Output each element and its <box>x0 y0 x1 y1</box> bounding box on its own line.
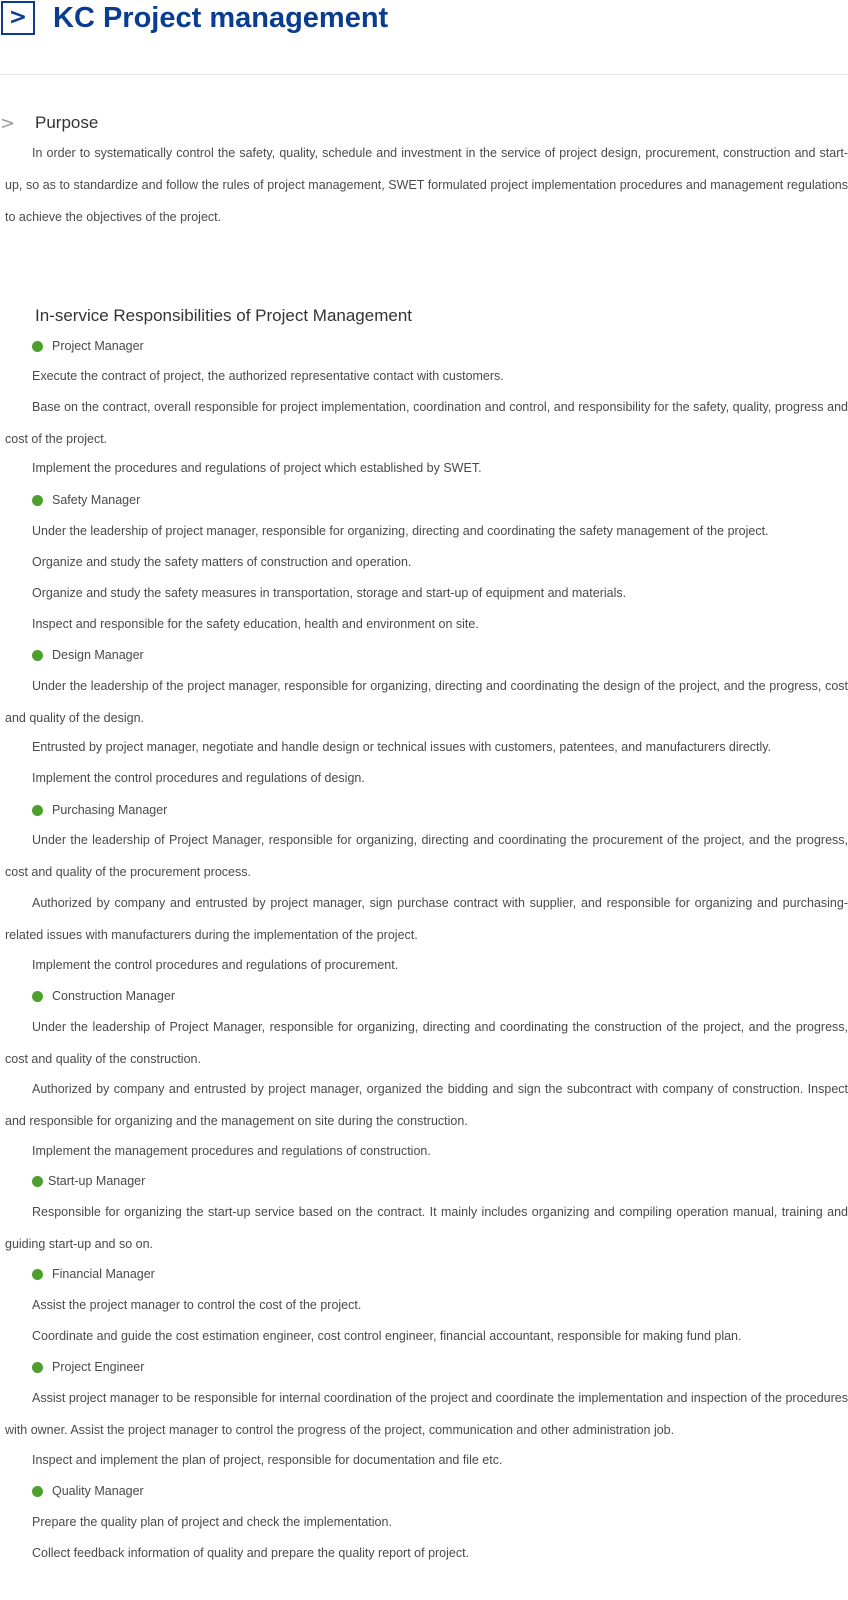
section-title-purpose: Purpose <box>35 113 99 132</box>
role-name: Design Manager <box>52 648 144 662</box>
responsibility-item: Under the leadership of Project Manager, responsible for organizing, directing and coordinating the procurement of the project, and the progress, cost and quality of the procurement process. <box>5 833 848 879</box>
role-heading-construction-manager <box>32 986 175 1006</box>
responsibility-item: Prepare the quality plan of project and check the implementation. <box>32 1515 392 1529</box>
responsibility-item: Inspect and responsible for the safety education, health and environment on site. <box>32 617 479 631</box>
role-name: Financial Manager <box>52 1267 155 1281</box>
green-dot-icon <box>32 805 43 816</box>
role-heading-safety-manager <box>32 490 140 510</box>
responsibility-item: Implement the procedures and regulations of project which established by SWET. <box>32 461 482 475</box>
page-title: KC Project management <box>53 2 389 34</box>
green-dot-icon <box>32 1176 43 1187</box>
responsibility-item: Assist project manager to be responsible for internal coordination of the project and coordinate the implementation and inspection of the procedures with owner. Assist the project manager to control the progress of the project, communication and other administration job. <box>5 1391 848 1437</box>
responsibility-item: Implement the control procedures and regulations of design. <box>32 771 365 785</box>
chevron-right-box-icon: > <box>1 1 35 35</box>
responsibility-item: Under the leadership of project manager, responsible for organizing, directing and coordinating the safety management of the project. <box>32 524 769 538</box>
role-heading-design-manager <box>32 645 144 665</box>
responsibility-item: Base on the contract, overall responsible for project implementation, coordination and control, and responsibility for the safety, quality, progress and cost of the project. <box>5 400 848 446</box>
role-name: Project Manager <box>52 339 144 353</box>
role-heading-start-up-manager <box>32 1171 145 1191</box>
role-heading-purchasing-manager <box>32 800 167 820</box>
green-dot-icon <box>32 1486 43 1497</box>
responsibility-item: Responsible for organizing the start-up service based on the contract. It mainly includes organizing and compiling operation manual, training and guiding start-up and so on. <box>5 1205 848 1251</box>
role-heading-quality-manager <box>32 1481 144 1501</box>
responsibility-item: Implement the management procedures and regulations of construction. <box>32 1144 431 1158</box>
responsibility-item: Inspect and implement the plan of project, responsible for documentation and file etc. <box>32 1453 503 1467</box>
role-heading-financial-manager <box>32 1264 155 1284</box>
responsibility-item: Implement the control procedures and regulations of procurement. <box>32 958 399 972</box>
responsibility-item: Under the leadership of Project Manager, responsible for organizing, directing and coordinating the construction of the project, and the progress, cost and quality of the construction. <box>5 1020 848 1066</box>
section-title-responsibilities: In-service Responsibilities of Project Management <box>35 306 413 325</box>
green-dot-icon <box>32 650 43 661</box>
green-dot-icon <box>32 1362 43 1373</box>
role-heading-project-engineer <box>32 1357 144 1377</box>
responsibility-item: Collect feedback information of quality and prepare the quality report of project. <box>32 1546 470 1560</box>
responsibility-item: Under the leadership of the project manager, responsible for organizing, directing and coordinating the design of the project, and the progress, cost and quality of the design. <box>5 679 848 725</box>
green-dot-icon <box>32 1269 43 1280</box>
responsibility-item: Entrusted by project manager, negotiate and handle design or technical issues with customers, patentees, and manufacturers directly. <box>32 740 772 754</box>
role-name: Construction Manager <box>52 989 175 1003</box>
role-name: Start-up Manager <box>48 1174 146 1188</box>
role-heading-project-manager <box>32 336 144 356</box>
responsibility-item: Assist the project manager to control the cost of the project. <box>32 1298 362 1312</box>
role-name: Quality Manager <box>52 1484 144 1498</box>
purpose-paragraph: In order to systematically control the safety, quality, schedule and investment in the service of project design, procurement, construction and start-up, so as to standardize and follow the rules of project management, SWET formulated project implementation procedures and management regulations to achieve the objectives of the project. <box>5 146 848 224</box>
chevron-right-icon: > <box>0 113 16 134</box>
green-dot-icon <box>32 495 43 506</box>
role-name: Purchasing Manager <box>52 803 168 817</box>
responsibility-item: Authorized by company and entrusted by project manager, organized the bidding and sign the subcontract with company of construction. Inspect and responsible for organizing and the management on site during the construction. <box>5 1082 848 1128</box>
responsibility-item: Organize and study the safety matters of construction and operation. <box>32 555 412 569</box>
role-name: Safety Manager <box>52 493 141 507</box>
green-dot-icon <box>32 991 43 1002</box>
responsibility-item: Organize and study the safety measures in transportation, storage and start-up of equipment and materials. <box>32 586 627 600</box>
responsibility-item: Authorized by company and entrusted by project manager, sign purchase contract with supplier, and responsible for organizing and purchasing-related issues with manufacturers during the implementation of the project. <box>5 896 848 942</box>
role-name: Project Engineer <box>52 1360 145 1374</box>
responsibility-item: Execute the contract of project, the authorized representative contact with customers. <box>32 369 504 383</box>
green-dot-icon <box>32 341 43 352</box>
responsibility-item: Coordinate and guide the cost estimation engineer, cost control engineer, financial accountant, responsible for making fund plan. <box>32 1329 742 1343</box>
